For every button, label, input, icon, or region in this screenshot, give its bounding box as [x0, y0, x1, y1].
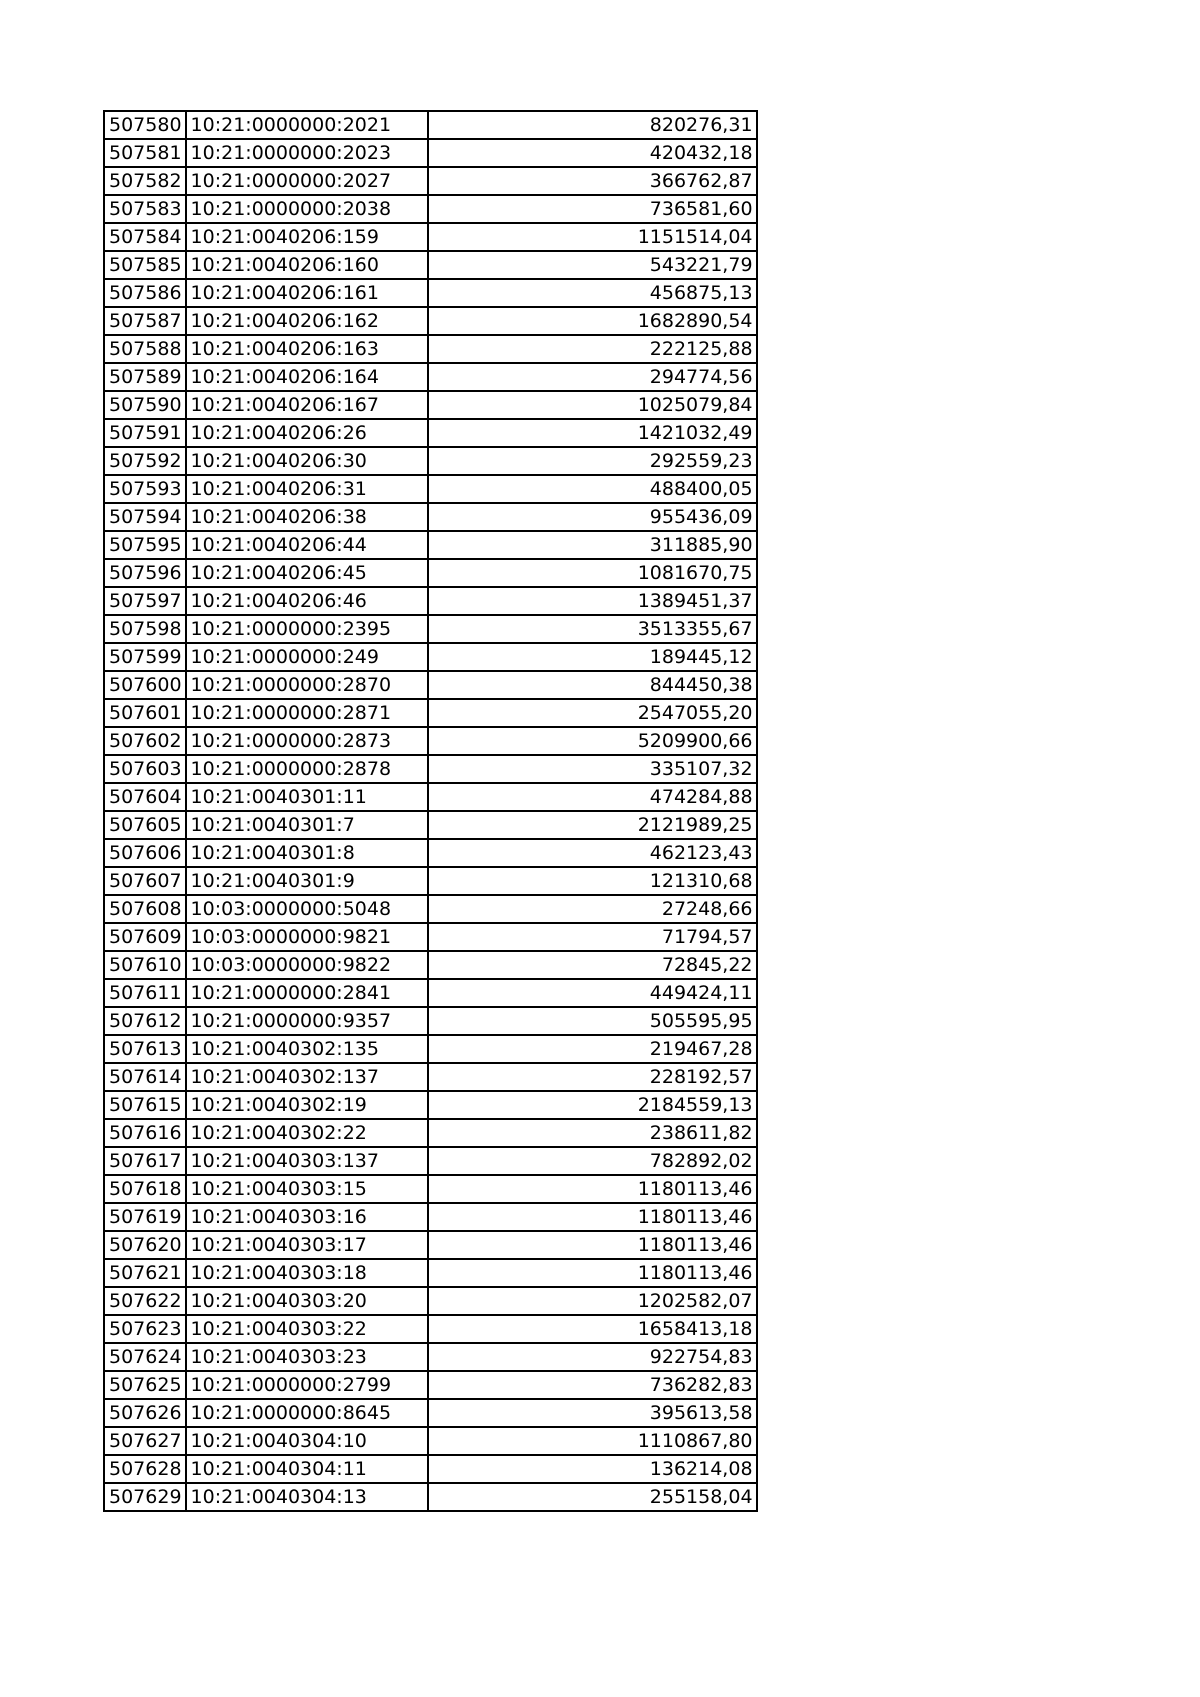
- value-cell: 335107,32: [428, 755, 757, 783]
- value-cell: 311885,90: [428, 531, 757, 559]
- value-cell: 189445,12: [428, 643, 757, 671]
- cadastral-number-cell: 10:21:0000000:9357: [186, 1007, 428, 1035]
- table-row: [104, 951, 757, 979]
- table-row: [104, 335, 757, 363]
- row-number-cell: 507623: [104, 1315, 186, 1343]
- cadastral-number-cell: 10:21:0040303:137: [186, 1147, 428, 1175]
- row-number-cell: 507602: [104, 727, 186, 755]
- cadastral-number-cell: 10:21:0040206:159: [186, 223, 428, 251]
- cadastral-number-cell: 10:21:0040302:135: [186, 1035, 428, 1063]
- cadastral-number-cell: 10:21:0000000:2038: [186, 195, 428, 223]
- value-cell: 1025079,84: [428, 391, 757, 419]
- table-row: [104, 391, 757, 419]
- table-row: [104, 1343, 757, 1371]
- value-cell: 1682890,54: [428, 307, 757, 335]
- table-row: [104, 643, 757, 671]
- row-number-cell: 507601: [104, 699, 186, 727]
- cadastral-number-cell: 10:21:0000000:2799: [186, 1371, 428, 1399]
- row-number-cell: 507600: [104, 671, 186, 699]
- table-row: [104, 1091, 757, 1119]
- value-cell: 219467,28: [428, 1035, 757, 1063]
- cadastral-number-cell: 10:21:0000000:2395: [186, 615, 428, 643]
- value-cell: 294774,56: [428, 363, 757, 391]
- table-row: [104, 139, 757, 167]
- cadastral-number-cell: 10:21:0040206:26: [186, 419, 428, 447]
- value-cell: 474284,88: [428, 783, 757, 811]
- value-cell: 136214,08: [428, 1455, 757, 1483]
- value-cell: 2184559,13: [428, 1091, 757, 1119]
- row-number-cell: 507596: [104, 559, 186, 587]
- cadastral-number-cell: 10:21:0040206:44: [186, 531, 428, 559]
- value-cell: 72845,22: [428, 951, 757, 979]
- row-number-cell: 507608: [104, 895, 186, 923]
- row-number-cell: 507614: [104, 1063, 186, 1091]
- row-number-cell: 507587: [104, 307, 186, 335]
- row-number-cell: 507593: [104, 475, 186, 503]
- row-number-cell: 507610: [104, 951, 186, 979]
- row-number-cell: 507606: [104, 839, 186, 867]
- table-row: [104, 895, 757, 923]
- cadastral-number-cell: 10:21:0040302:19: [186, 1091, 428, 1119]
- value-cell: 1180113,46: [428, 1203, 757, 1231]
- row-number-cell: 507629: [104, 1483, 186, 1511]
- value-cell: 488400,05: [428, 475, 757, 503]
- table-row: [104, 1287, 757, 1315]
- row-number-cell: 507594: [104, 503, 186, 531]
- value-cell: 782892,02: [428, 1147, 757, 1175]
- cadastral-number-cell: 10:21:0040303:23: [186, 1343, 428, 1371]
- cadastral-number-cell: 10:21:0040206:38: [186, 503, 428, 531]
- table-row: [104, 783, 757, 811]
- cadastral-number-cell: 10:21:0040303:22: [186, 1315, 428, 1343]
- cadastral-number-cell: 10:21:0040206:30: [186, 447, 428, 475]
- cadastral-number-cell: 10:21:0040303:17: [186, 1231, 428, 1259]
- value-cell: 255158,04: [428, 1483, 757, 1511]
- value-cell: 222125,88: [428, 335, 757, 363]
- table-row: [104, 559, 757, 587]
- table-row: [104, 1455, 757, 1483]
- cadastral-number-cell: 10:21:0000000:2870: [186, 671, 428, 699]
- value-cell: 2547055,20: [428, 699, 757, 727]
- row-number-cell: 507583: [104, 195, 186, 223]
- cadastral-number-cell: 10:21:0040301:8: [186, 839, 428, 867]
- cadastral-number-cell: 10:21:0000000:2873: [186, 727, 428, 755]
- row-number-cell: 507618: [104, 1175, 186, 1203]
- table-row: [104, 923, 757, 951]
- cadastral-number-cell: 10:21:0040206:164: [186, 363, 428, 391]
- table-row: [104, 503, 757, 531]
- value-cell: 505595,95: [428, 1007, 757, 1035]
- value-cell: 1180113,46: [428, 1175, 757, 1203]
- table-row: [104, 1259, 757, 1287]
- table-row: [104, 755, 757, 783]
- cadastral-number-cell: 10:21:0040304:11: [186, 1455, 428, 1483]
- cadastral-number-cell: 10:21:0040206:45: [186, 559, 428, 587]
- table-row: [104, 587, 757, 615]
- row-number-cell: 507589: [104, 363, 186, 391]
- cadastral-number-cell: 10:03:0000000:9822: [186, 951, 428, 979]
- value-cell: 1389451,37: [428, 587, 757, 615]
- value-cell: 5209900,66: [428, 727, 757, 755]
- table-row: [104, 279, 757, 307]
- value-cell: 228192,57: [428, 1063, 757, 1091]
- cadastral-number-cell: 10:21:0040301:11: [186, 783, 428, 811]
- table-row: [104, 615, 757, 643]
- row-number-cell: 507609: [104, 923, 186, 951]
- row-number-cell: 507625: [104, 1371, 186, 1399]
- table-row: [104, 223, 757, 251]
- table-row: [104, 167, 757, 195]
- table-row: [104, 307, 757, 335]
- table-row: [104, 447, 757, 475]
- cadastral-number-cell: 10:21:0040206:162: [186, 307, 428, 335]
- cadastral-number-cell: 10:21:0000000:2023: [186, 139, 428, 167]
- row-number-cell: 507612: [104, 1007, 186, 1035]
- table-row: [104, 1483, 757, 1511]
- cadastral-number-cell: 10:21:0040206:46: [186, 587, 428, 615]
- value-cell: 1081670,75: [428, 559, 757, 587]
- cadastral-number-cell: 10:21:0000000:2871: [186, 699, 428, 727]
- value-cell: 844450,38: [428, 671, 757, 699]
- value-cell: 395613,58: [428, 1399, 757, 1427]
- table-row: [104, 1203, 757, 1231]
- value-cell: 955436,09: [428, 503, 757, 531]
- table-row: [104, 419, 757, 447]
- cadastral-number-cell: 10:21:0040304:10: [186, 1427, 428, 1455]
- value-cell: 420432,18: [428, 139, 757, 167]
- row-number-cell: 507621: [104, 1259, 186, 1287]
- table-row: [104, 1399, 757, 1427]
- row-number-cell: 507617: [104, 1147, 186, 1175]
- row-number-cell: 507586: [104, 279, 186, 307]
- cadastral-number-cell: 10:21:0040303:18: [186, 1259, 428, 1287]
- table-row: [104, 1371, 757, 1399]
- cadastral-number-cell: 10:21:0040303:15: [186, 1175, 428, 1203]
- table-row: [104, 1427, 757, 1455]
- value-cell: 456875,13: [428, 279, 757, 307]
- table-row: [104, 839, 757, 867]
- value-cell: 1110867,80: [428, 1427, 757, 1455]
- row-number-cell: 507597: [104, 587, 186, 615]
- cadastral-number-cell: 10:21:0000000:2027: [186, 167, 428, 195]
- row-number-cell: 507604: [104, 783, 186, 811]
- cadastral-number-cell: 10:21:0040304:13: [186, 1483, 428, 1511]
- table-row: [104, 867, 757, 895]
- row-number-cell: 507588: [104, 335, 186, 363]
- cadastral-number-cell: 10:21:0040206:167: [186, 391, 428, 419]
- cadastral-number-cell: 10:21:0040301:7: [186, 811, 428, 839]
- table-row: [104, 1147, 757, 1175]
- table-row: [104, 363, 757, 391]
- cadastral-number-cell: 10:21:0040303:16: [186, 1203, 428, 1231]
- table-row: [104, 671, 757, 699]
- cadastral-number-cell: 10:21:0040206:161: [186, 279, 428, 307]
- table-row: [104, 979, 757, 1007]
- cadastral-value-table: [103, 110, 758, 1512]
- row-number-cell: 507598: [104, 615, 186, 643]
- table-row: [104, 1007, 757, 1035]
- value-cell: 1421032,49: [428, 419, 757, 447]
- value-cell: 462123,43: [428, 839, 757, 867]
- row-number-cell: 507613: [104, 1035, 186, 1063]
- table-row: [104, 531, 757, 559]
- row-number-cell: 507611: [104, 979, 186, 1007]
- cadastral-number-cell: 10:21:0000000:2878: [186, 755, 428, 783]
- row-number-cell: 507603: [104, 755, 186, 783]
- row-number-cell: 507584: [104, 223, 186, 251]
- table-row: [104, 1119, 757, 1147]
- row-number-cell: 507615: [104, 1091, 186, 1119]
- table-body: [104, 111, 757, 1511]
- value-cell: 2121989,25: [428, 811, 757, 839]
- value-cell: 71794,57: [428, 923, 757, 951]
- row-number-cell: 507581: [104, 139, 186, 167]
- row-number-cell: 507580: [104, 111, 186, 139]
- table-row: [104, 195, 757, 223]
- value-cell: 3513355,67: [428, 615, 757, 643]
- row-number-cell: 507585: [104, 251, 186, 279]
- value-cell: 238611,82: [428, 1119, 757, 1147]
- row-number-cell: 507592: [104, 447, 186, 475]
- row-number-cell: 507599: [104, 643, 186, 671]
- table-row: [104, 1035, 757, 1063]
- row-number-cell: 507628: [104, 1455, 186, 1483]
- cadastral-number-cell: 10:03:0000000:5048: [186, 895, 428, 923]
- value-cell: 1202582,07: [428, 1287, 757, 1315]
- row-number-cell: 507622: [104, 1287, 186, 1315]
- value-cell: 449424,11: [428, 979, 757, 1007]
- cadastral-number-cell: 10:21:0000000:2841: [186, 979, 428, 1007]
- value-cell: 292559,23: [428, 447, 757, 475]
- value-cell: 922754,83: [428, 1343, 757, 1371]
- row-number-cell: 507605: [104, 811, 186, 839]
- cadastral-number-cell: 10:21:0040301:9: [186, 867, 428, 895]
- row-number-cell: 507582: [104, 167, 186, 195]
- row-number-cell: 507607: [104, 867, 186, 895]
- cadastral-number-cell: 10:21:0040206:160: [186, 251, 428, 279]
- value-cell: 736282,83: [428, 1371, 757, 1399]
- row-number-cell: 507591: [104, 419, 186, 447]
- value-cell: 366762,87: [428, 167, 757, 195]
- value-cell: 121310,68: [428, 867, 757, 895]
- row-number-cell: 507590: [104, 391, 186, 419]
- table-row: [104, 111, 757, 139]
- value-cell: 1658413,18: [428, 1315, 757, 1343]
- row-number-cell: 507626: [104, 1399, 186, 1427]
- row-number-cell: 507620: [104, 1231, 186, 1259]
- table-row: [104, 251, 757, 279]
- value-cell: 1151514,04: [428, 223, 757, 251]
- table-row: [104, 1315, 757, 1343]
- value-cell: 820276,31: [428, 111, 757, 139]
- cadastral-number-cell: 10:21:0000000:249: [186, 643, 428, 671]
- row-number-cell: 507627: [104, 1427, 186, 1455]
- value-cell: 1180113,46: [428, 1259, 757, 1287]
- row-number-cell: 507616: [104, 1119, 186, 1147]
- row-number-cell: 507619: [104, 1203, 186, 1231]
- cadastral-number-cell: 10:21:0040302:22: [186, 1119, 428, 1147]
- table-row: [104, 727, 757, 755]
- cadastral-number-cell: 10:21:0040206:163: [186, 335, 428, 363]
- table-row: [104, 1063, 757, 1091]
- cadastral-number-cell: 10:21:0000000:8645: [186, 1399, 428, 1427]
- value-cell: 736581,60: [428, 195, 757, 223]
- table-row: [104, 1175, 757, 1203]
- cadastral-number-cell: 10:03:0000000:9821: [186, 923, 428, 951]
- value-cell: 543221,79: [428, 251, 757, 279]
- row-number-cell: 507624: [104, 1343, 186, 1371]
- cadastral-number-cell: 10:21:0040302:137: [186, 1063, 428, 1091]
- table-row: [104, 811, 757, 839]
- table-row: [104, 699, 757, 727]
- cadastral-number-cell: 10:21:0040206:31: [186, 475, 428, 503]
- cadastral-number-cell: 10:21:0000000:2021: [186, 111, 428, 139]
- row-number-cell: 507595: [104, 531, 186, 559]
- table-row: [104, 475, 757, 503]
- value-cell: 1180113,46: [428, 1231, 757, 1259]
- value-cell: 27248,66: [428, 895, 757, 923]
- table-row: [104, 1231, 757, 1259]
- cadastral-number-cell: 10:21:0040303:20: [186, 1287, 428, 1315]
